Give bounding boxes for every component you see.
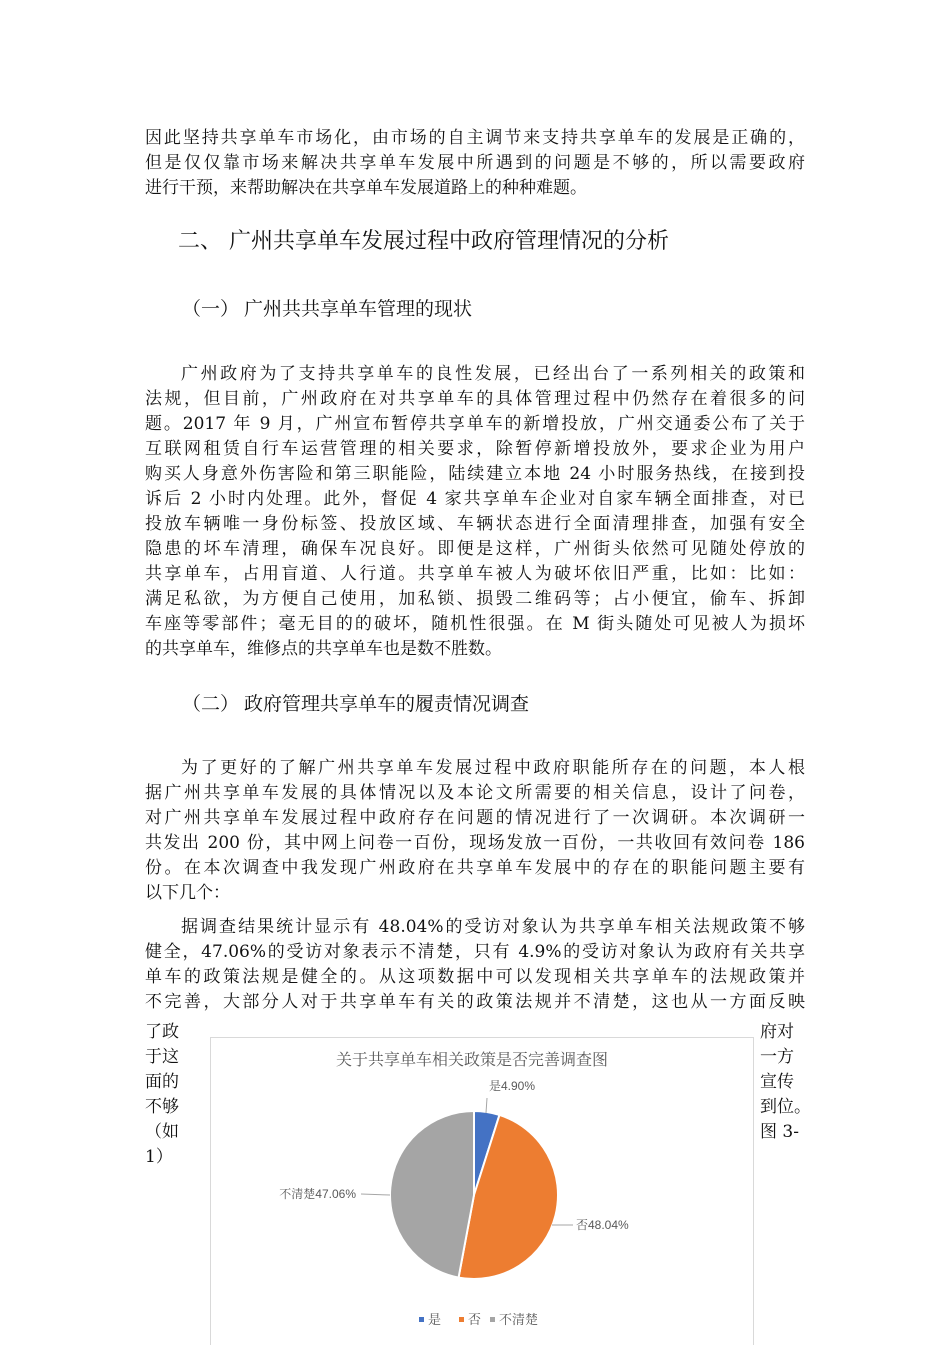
text-line: 为了更好的了解广州共享单车发展过程中政府职能所存在的问题，本人根: [181, 758, 805, 778]
text-fragment: 府对: [760, 1022, 794, 1042]
wrapped-text-left: [145, 1020, 205, 1170]
text-line: 隐患的坏车清理，确保车况良好。即便是这样，广州街头依然可见随处停放的: [145, 539, 805, 559]
text-fragment: （如: [145, 1122, 179, 1142]
text-line: 广州政府为了支持共享单车的良性发展，已经出台了一系列相关的政策和: [181, 364, 805, 384]
text-line: 车座等零部件；毫无目的的破坏，随机性很强。在 M 街头随处可见被人为损坏: [145, 614, 805, 634]
text-fragment: 图 3-: [760, 1122, 799, 1142]
text-line: 购买人身意外伤害险和第三职能险，陆续建立本地 24 小时服务热线，在接到投: [145, 464, 805, 484]
subsection-2-paragraph: [145, 756, 805, 906]
text-line: 健全，47.06%的受访对象表示不清楚，只有 4.9%的受访对象认为政府有关共享: [145, 942, 805, 962]
text-line: 互联网租赁自行车运营管理的相关要求，除暂停新增投放外，要求企业为用户: [145, 439, 805, 459]
text-line: 共享单车，占用盲道、人行道。共享单车被人为破坏依旧严重，比如：比如：: [145, 564, 805, 584]
chart-title: 关于共享单车相关政策是否完善调查图: [335, 1052, 609, 1069]
legend-swatch-yes: [419, 1317, 424, 1322]
text-line: 单车的政策法规是健全的。从这项数据中可以发现相关共享单车的法规政策并: [145, 967, 805, 987]
text-line: 进行干预，来帮助解决在共享单车发展道路上的种种难题。: [145, 178, 587, 198]
text-fragment: 一方: [760, 1047, 794, 1067]
pie-chart-svg: [211, 1038, 753, 1345]
wrapped-text-right: [760, 1020, 830, 1145]
text-fragment: 了政: [145, 1022, 179, 1042]
legend-label-yes: 是: [428, 1312, 442, 1327]
text-line: 据调查结果统计显示有 48.04%的受访对象认为共享单车相关法规政策不够: [181, 917, 805, 937]
text-line: 因此坚持共享单车市场化，由市场的自主调节来支持共享单车的发展是正确的，: [145, 128, 805, 148]
data-label-yes: 是4.90%: [489, 1079, 536, 1093]
text-line: 诉后 2 小时内处理。此外，督促 4 家共享单车企业对自家车辆全面排查，对已: [145, 489, 805, 509]
subsection-1-paragraph: [145, 362, 805, 662]
text-fragment: 面的: [145, 1072, 179, 1092]
subsection-heading-1: [182, 294, 472, 321]
text-line: 份。在本次调查中我发现广州政府在共享单车发展中的存在的职能问题主要有: [145, 858, 805, 878]
legend-label-no: 否: [468, 1312, 482, 1327]
leader-line-unclear: [361, 1194, 390, 1195]
subsection-number: （一）: [182, 298, 240, 320]
text-line: 题。2017 年 9 月，广州宣布暂停共享单车的新增投放，广州交通委公布了关于: [145, 414, 805, 434]
subsection-title: 广州共共享单车管理的现状: [244, 298, 473, 320]
legend-swatch-unclear: [490, 1317, 495, 1322]
leader-line-yes: [486, 1098, 487, 1113]
text-line: 据广州共享单车发展的具体情况以及本论文所需要的相关信息，设计了问卷，: [145, 783, 805, 803]
pie-chart: [210, 1037, 754, 1345]
text-line: 共发出 200 份，其中网上问卷一百份，现场发放一百份，一共收回有效问卷 186: [145, 833, 805, 853]
survey-paragraph: [145, 915, 805, 1015]
subsection-title: 政府管理共享单车的履责情况调查: [244, 693, 530, 715]
intro-paragraph: [145, 126, 805, 201]
data-label-no: 否48.04%: [576, 1218, 629, 1232]
section-heading: 二、 广州共享单车发展过程中政府管理情况的分析: [178, 229, 669, 254]
text-fragment: 1）: [145, 1147, 173, 1167]
subsection-number: （二）: [182, 693, 240, 715]
data-label-unclear: 不清楚47.06%: [279, 1187, 356, 1201]
text-line: 满足私欲，为方便自己使用，加私锁、损毁二维码等；占小便宜，偷车、拆卸: [145, 589, 805, 609]
text-line: 的共享单车，维修点的共享单车也是数不胜数。: [145, 639, 502, 659]
text-fragment: 不够: [145, 1097, 179, 1117]
text-line: 不完善，大部分人对于共享单车有关的政策法规并不清楚，这也从一方面反映: [145, 992, 805, 1012]
text-line: 法规，但目前，广州政府在对共享单车的具体管理过程中仍然存在着很多的问: [145, 389, 805, 409]
legend-label-unclear: 不清楚: [499, 1312, 539, 1327]
text-fragment: 到位。: [760, 1097, 811, 1117]
text-line: 对广州共享单车发展过程中政府存在问题的情况进行了一次调研。本次调研一: [145, 808, 805, 828]
subsection-heading-2: [182, 689, 529, 716]
text-fragment: 于这: [145, 1047, 179, 1067]
text-line: 投放车辆唯一身份标签、投放区域、车辆状态进行全面清理排查，加强有安全: [145, 514, 805, 534]
text-line: 但是仅仅靠市场来解决共享单车发展中所遇到的问题是不够的，所以需要政府: [145, 153, 805, 173]
pie-slice-unclear: [390, 1111, 474, 1278]
text-fragment: 宣传: [760, 1072, 794, 1092]
legend-swatch-no: [459, 1317, 464, 1322]
text-line: 以下几个：: [145, 883, 230, 903]
